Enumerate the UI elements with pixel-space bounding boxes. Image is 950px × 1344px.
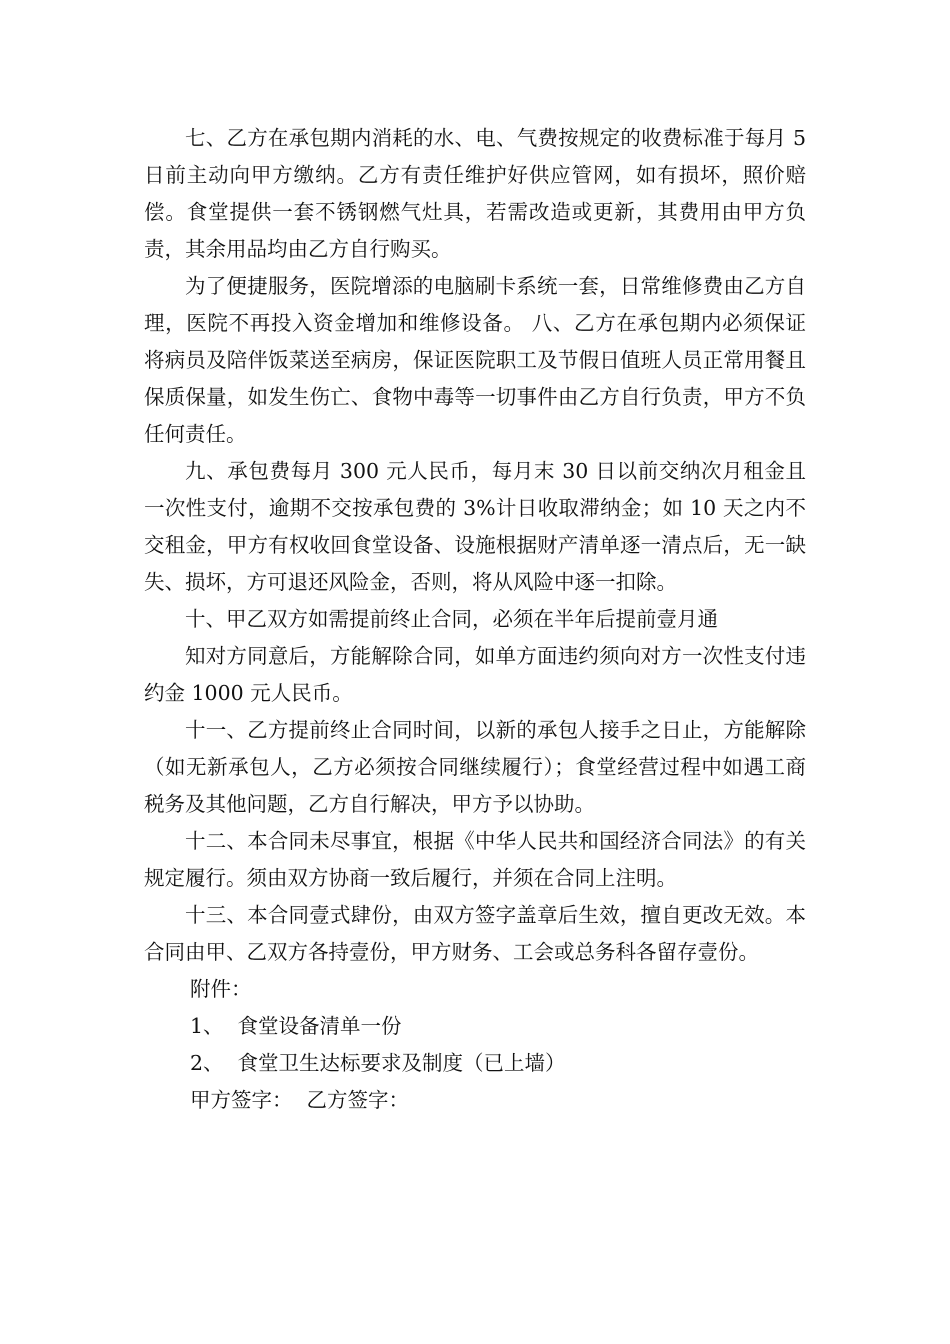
clause-nine: 九、承包费每月 300 元人民币，每月末 30 日以前交纳次月租金且一次性支付，逾期不交按承包费的 3%计日收取滞纳金；如 10 天之内不交租金，甲方有权收回食堂设备、设施根据财产清单逐一清点后，无一缺失、损坏，方可退还风险金，否则，将从风险中逐一扣除。 bbox=[144, 459, 806, 594]
signature-line bbox=[144, 1082, 806, 1119]
clause-ten-continued: 知对方同意后，方能解除合同，如单方面违约须向对方一次性支付违约金 1000 元人民币。 bbox=[144, 644, 806, 705]
attachment-item bbox=[144, 1008, 806, 1045]
attachment-text: 食堂卫生达标要求及制度（已上墙） bbox=[237, 1051, 566, 1075]
party-b-signature-label: 乙方签字： bbox=[306, 1088, 409, 1112]
clause-card-system-and-eight: 为了便捷服务，医院增添的电脑刷卡系统一套，日常维修费由乙方自理，医院不再投入资金增加和维修设备。 八、乙方在承包期内必须保证将病员及陪伴饭菜送至病房，保证医院职工及节假日值班人员正常用餐且保质保量，如发生伤亡、食物中毒等一切事件由乙方自行负责，甲方不负任何责任。 bbox=[144, 274, 806, 446]
contract-body bbox=[144, 120, 806, 1119]
attachment-number: 1、 bbox=[190, 1014, 224, 1038]
clause-seven: 七、乙方在承包期内消耗的水、电、气费按规定的收费标准于每月 5 日前主动向甲方缴纳。乙方有责任维护好供应管网，如有损坏，照价赔偿。食堂提供一套不锈钢燃气灶具，若需改造或更新，其费用由甲方负责，其余用品均由乙方自行购买。 bbox=[144, 126, 806, 261]
attachment-number: 2、 bbox=[190, 1051, 224, 1075]
attachment-item bbox=[144, 1045, 806, 1082]
clause-eleven: 十一、乙方提前终止合同时间，以新的承包人接手之日止，方能解除（如无新承包人，乙方必须按合同继续履行）；食堂经营过程中如遇工商税务及其他问题，乙方自行解决，甲方予以协助。 bbox=[144, 718, 806, 816]
attachment-text: 食堂设备清单一份 bbox=[237, 1014, 402, 1038]
party-a-signature-label: 甲方签字： bbox=[190, 1088, 293, 1112]
clause-twelve: 十二、本合同未尽事宜，根据《中华人民共和国经济合同法》的有关规定履行。须由双方协商一致后履行，并须在合同上注明。 bbox=[144, 829, 806, 890]
attachments-heading: 附件： bbox=[190, 977, 252, 1001]
clause-thirteen: 十三、本合同壹式肆份，由双方签字盖章后生效，擅自更改无效。本合同由甲、乙双方各持壹份，甲方财务、工会或总务科各留存壹份。 bbox=[144, 903, 806, 964]
clause-ten: 十、甲乙双方如需提前终止合同，必须在半年后提前壹月通 bbox=[185, 607, 718, 631]
